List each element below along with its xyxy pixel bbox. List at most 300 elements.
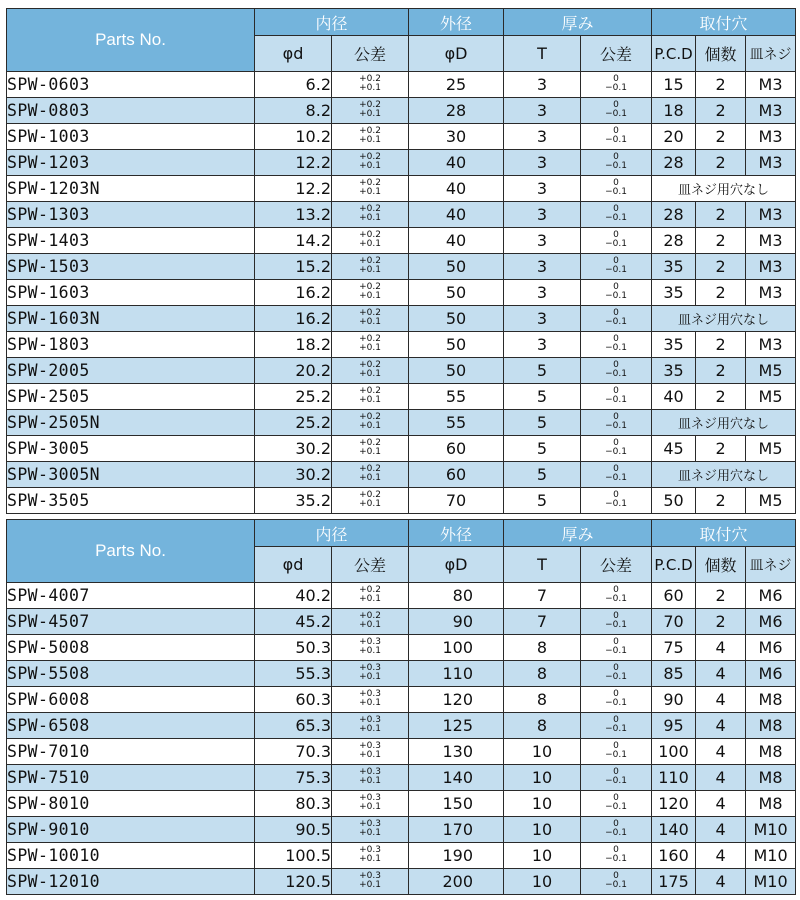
inner-tolerance [332, 609, 409, 635]
part-number: SPW-4007 [7, 583, 255, 609]
inner-tolerance-stack [359, 690, 381, 708]
inner-tolerance-lower: +0.1 [359, 265, 381, 276]
pcd-value: 28 [652, 150, 696, 176]
thickness-tolerance [581, 609, 652, 635]
inner-tolerance-lower: +0.1 [359, 854, 381, 865]
count-value: 4 [696, 739, 746, 765]
inner-tolerance-stack [359, 387, 381, 405]
inner-tolerance [332, 98, 409, 124]
pcd-value: 35 [652, 358, 696, 384]
inner-tolerance-stack [359, 846, 381, 864]
screw-value: M3 [746, 124, 796, 150]
pcd-value: 160 [652, 843, 696, 869]
count-value: 2 [696, 332, 746, 358]
thickness-tolerance [581, 358, 652, 384]
inner-tolerance-lower: +0.1 [359, 646, 381, 657]
inner-tolerance [332, 358, 409, 384]
table-row [7, 436, 796, 462]
thickness-value: 3 [504, 202, 581, 228]
thickness-tolerance-stack [605, 257, 627, 275]
part-number: SPW-4507 [7, 609, 255, 635]
thickness-tolerance-lower: −0.1 [605, 291, 627, 302]
inner-diameter-value: 120.5 [255, 869, 332, 895]
inner-diameter-group-header: 内径 [255, 520, 409, 547]
inner-diameter-value: 14.2 [255, 228, 332, 254]
inner-tolerance-lower: +0.1 [359, 447, 381, 458]
inner-diameter-value: 25.2 [255, 410, 332, 436]
thickness-tolerance [581, 661, 652, 687]
part-number: SPW-9010 [7, 817, 255, 843]
thickness-tolerance-lower: −0.1 [605, 369, 627, 380]
thickness-value: 3 [504, 254, 581, 280]
inner-tolerance-lower: +0.1 [359, 724, 381, 735]
screw-value: M3 [746, 202, 796, 228]
inner-tolerance-upper: +0.2 [359, 585, 381, 596]
outer-diameter-header: φD [409, 36, 504, 72]
pcd-value: 18 [652, 98, 696, 124]
thickness-tolerance-lower: −0.1 [605, 265, 627, 276]
count-value: 2 [696, 488, 746, 514]
table-row [7, 609, 796, 635]
inner-tolerance [332, 306, 409, 332]
thickness-tolerance-lower: −0.1 [605, 750, 627, 761]
inner-tolerance-lower: +0.1 [359, 802, 381, 813]
thickness-tolerance-lower: −0.1 [605, 109, 627, 120]
thickness-value: 5 [504, 462, 581, 488]
pcd-value: 175 [652, 869, 696, 895]
table-row [7, 176, 796, 202]
inner-tolerance-stack [359, 820, 381, 838]
thickness-tolerance-upper: 0 [613, 360, 619, 371]
inner-diameter-value: 90.5 [255, 817, 332, 843]
thickness-tolerance-lower: −0.1 [605, 646, 627, 657]
inner-diameter-value: 12.2 [255, 150, 332, 176]
thickness-tolerance [581, 713, 652, 739]
thickness-tolerance-lower: −0.1 [605, 187, 627, 198]
thickness-tolerance-lower: −0.1 [605, 854, 627, 865]
inner-tolerance-upper: +0.2 [359, 282, 381, 293]
thickness-value: 3 [504, 332, 581, 358]
thickness-tolerance [581, 410, 652, 436]
thickness-tolerance [581, 176, 652, 202]
thickness-tolerance-lower: −0.1 [605, 343, 627, 354]
pcd-value: 100 [652, 739, 696, 765]
part-number: SPW-1603N [7, 306, 255, 332]
thickness-group-header: 厚み [504, 520, 652, 547]
inner-diameter-value: 30.2 [255, 462, 332, 488]
pcd-value: 35 [652, 280, 696, 306]
thickness-tolerance-header: 公差 [581, 547, 652, 583]
inner-diameter-value: 18.2 [255, 332, 332, 358]
count-value: 2 [696, 384, 746, 410]
inner-tolerance-lower: +0.1 [359, 187, 381, 198]
inner-tolerance-stack [359, 664, 381, 682]
count-value: 2 [696, 358, 746, 384]
thickness-tolerance-upper: 0 [613, 767, 619, 778]
inner-diameter-header: φd [255, 36, 332, 72]
thickness-tolerance-upper: 0 [613, 386, 619, 397]
thickness-tolerance-lower: −0.1 [605, 213, 627, 224]
count-value: 2 [696, 583, 746, 609]
outer-diameter-value: 28 [409, 98, 504, 124]
outer-diameter-value: 40 [409, 176, 504, 202]
thickness-tolerance [581, 635, 652, 661]
pcd-value: 35 [652, 254, 696, 280]
thickness-value: 8 [504, 687, 581, 713]
part-number: SPW-0803 [7, 98, 255, 124]
thickness-value: 3 [504, 228, 581, 254]
thickness-tolerance-stack [605, 846, 627, 864]
outer-diameter-value: 50 [409, 280, 504, 306]
thickness-tolerance-lower: −0.1 [605, 724, 627, 735]
outer-diameter-value: 190 [409, 843, 504, 869]
pcd-value: 60 [652, 583, 696, 609]
pcd-value: 95 [652, 713, 696, 739]
thickness-tolerance [581, 124, 652, 150]
outer-diameter-value: 40 [409, 202, 504, 228]
thickness-tolerance [581, 280, 652, 306]
screw-value: M8 [746, 791, 796, 817]
pcd-value: 85 [652, 661, 696, 687]
inner-tolerance [332, 124, 409, 150]
inner-tolerance-lower: +0.1 [359, 421, 381, 432]
part-number: SPW-6508 [7, 713, 255, 739]
thickness-value: 7 [504, 609, 581, 635]
table-row [7, 843, 796, 869]
thickness-tolerance-upper: 0 [613, 256, 619, 267]
inner-diameter-value: 40.2 [255, 583, 332, 609]
thickness-tolerance-stack [605, 612, 627, 630]
inner-tolerance-lower: +0.1 [359, 239, 381, 250]
screw-value: M6 [746, 583, 796, 609]
outer-diameter-value: 70 [409, 488, 504, 514]
inner-tolerance-stack [359, 205, 381, 223]
inner-tolerance [332, 150, 409, 176]
inner-tolerance [332, 254, 409, 280]
thickness-tolerance-lower: −0.1 [605, 499, 627, 510]
inner-tolerance-stack [359, 335, 381, 353]
pcd-value: 28 [652, 228, 696, 254]
thickness-value: 5 [504, 358, 581, 384]
inner-tolerance-stack [359, 231, 381, 249]
thickness-tolerance-lower: −0.1 [605, 776, 627, 787]
screw-value: M3 [746, 150, 796, 176]
parts-no-header: Parts No. [7, 9, 255, 72]
thickness-tolerance-stack [605, 309, 627, 327]
thickness-tolerance-stack [605, 794, 627, 812]
inner-diameter-group-header: 内径 [255, 9, 409, 36]
pcd-value: 90 [652, 687, 696, 713]
inner-tolerance-upper: +0.2 [359, 230, 381, 241]
count-value: 2 [696, 72, 746, 98]
inner-diameter-value: 60.3 [255, 687, 332, 713]
inner-tolerance-stack [359, 491, 381, 509]
table-row [7, 72, 796, 98]
thickness-tolerance-upper: 0 [613, 152, 619, 163]
table-row [7, 713, 796, 739]
inner-tolerance-header: 公差 [332, 36, 409, 72]
thickness-tolerance-header: 公差 [581, 36, 652, 72]
inner-diameter-header: φd [255, 547, 332, 583]
inner-tolerance [332, 332, 409, 358]
pcd-value: 20 [652, 124, 696, 150]
inner-tolerance-lower: +0.1 [359, 594, 381, 605]
thickness-tolerance-stack [605, 153, 627, 171]
outer-diameter-value: 40 [409, 228, 504, 254]
inner-tolerance [332, 72, 409, 98]
inner-tolerance-stack [359, 257, 381, 275]
thickness-tolerance [581, 72, 652, 98]
inner-tolerance-stack [359, 716, 381, 734]
pcd-value: 45 [652, 436, 696, 462]
screw-value: M3 [746, 98, 796, 124]
table-row [7, 124, 796, 150]
inner-tolerance [332, 176, 409, 202]
table-row [7, 150, 796, 176]
inner-diameter-value: 100.5 [255, 843, 332, 869]
screw-value: M10 [746, 843, 796, 869]
inner-tolerance-upper: +0.3 [359, 637, 381, 648]
thickness-tolerance [581, 254, 652, 280]
outer-diameter-value: 50 [409, 332, 504, 358]
count-value: 4 [696, 869, 746, 895]
mounting-hole-group-header: 取付穴 [652, 520, 796, 547]
pcd-value: 110 [652, 765, 696, 791]
outer-diameter-value: 60 [409, 436, 504, 462]
inner-tolerance-lower: +0.1 [359, 369, 381, 380]
screw-value: M8 [746, 765, 796, 791]
count-value: 4 [696, 817, 746, 843]
table-row [7, 488, 796, 514]
thickness-tolerance-lower: −0.1 [605, 698, 627, 709]
screw-value: M10 [746, 869, 796, 895]
thickness-tolerance-upper: 0 [613, 334, 619, 345]
count-value: 4 [696, 713, 746, 739]
inner-tolerance-stack [359, 638, 381, 656]
no-screw-hole-note: 皿ネジ用穴なし [652, 410, 796, 436]
count-value: 4 [696, 661, 746, 687]
thickness-tolerance-lower: −0.1 [605, 594, 627, 605]
thickness-tolerance-stack [605, 101, 627, 119]
thickness-tolerance-stack [605, 820, 627, 838]
count-value: 2 [696, 436, 746, 462]
screw-value: M6 [746, 661, 796, 687]
inner-tolerance [332, 228, 409, 254]
table-row [7, 661, 796, 687]
inner-tolerance-stack [359, 465, 381, 483]
inner-tolerance [332, 436, 409, 462]
inner-tolerance-upper: +0.3 [359, 845, 381, 856]
inner-tolerance-stack [359, 309, 381, 327]
thickness-tolerance-stack [605, 586, 627, 604]
inner-diameter-value: 6.2 [255, 72, 332, 98]
inner-tolerance [332, 583, 409, 609]
thickness-tolerance-lower: −0.1 [605, 620, 627, 631]
count-value: 2 [696, 202, 746, 228]
thickness-tolerance-upper: 0 [613, 308, 619, 319]
inner-tolerance-lower: +0.1 [359, 499, 381, 510]
part-number: SPW-1203N [7, 176, 255, 202]
count-value: 4 [696, 843, 746, 869]
table-row [7, 687, 796, 713]
inner-tolerance-stack [359, 768, 381, 786]
screw-value: M3 [746, 280, 796, 306]
inner-tolerance-upper: +0.2 [359, 152, 381, 163]
part-number: SPW-12010 [7, 869, 255, 895]
inner-tolerance-lower: +0.1 [359, 395, 381, 406]
thickness-tolerance-lower: −0.1 [605, 447, 627, 458]
inner-tolerance [332, 843, 409, 869]
pcd-value: 50 [652, 488, 696, 514]
thickness-tolerance-stack [605, 742, 627, 760]
outer-diameter-value: 110 [409, 661, 504, 687]
thickness-tolerance [581, 462, 652, 488]
thickness-tolerance [581, 98, 652, 124]
no-screw-hole-note: 皿ネジ用穴なし [652, 462, 796, 488]
inner-tolerance-upper: +0.3 [359, 819, 381, 830]
outer-diameter-value: 125 [409, 713, 504, 739]
part-number: SPW-3505 [7, 488, 255, 514]
outer-diameter-value: 55 [409, 410, 504, 436]
thickness-tolerance-upper: 0 [613, 126, 619, 137]
outer-diameter-value: 50 [409, 306, 504, 332]
inner-tolerance-upper: +0.3 [359, 689, 381, 700]
thickness-value: 3 [504, 124, 581, 150]
part-number: SPW-1403 [7, 228, 255, 254]
inner-tolerance-stack [359, 586, 381, 604]
part-number: SPW-2505 [7, 384, 255, 410]
thickness-tolerance-upper: 0 [613, 637, 619, 648]
thickness-tolerance [581, 228, 652, 254]
part-number: SPW-8010 [7, 791, 255, 817]
count-header: 個数 [696, 36, 746, 72]
thickness-tolerance-lower: −0.1 [605, 802, 627, 813]
thickness-tolerance-upper: 0 [613, 438, 619, 449]
table-row [7, 306, 796, 332]
spec-table-small [6, 8, 796, 514]
inner-diameter-value: 16.2 [255, 306, 332, 332]
thickness-value: 5 [504, 488, 581, 514]
inner-tolerance-lower: +0.1 [359, 83, 381, 94]
thickness-value: 3 [504, 280, 581, 306]
thickness-tolerance-upper: 0 [613, 689, 619, 700]
inner-tolerance-upper: +0.3 [359, 715, 381, 726]
thickness-tolerance-upper: 0 [613, 464, 619, 475]
count-value: 2 [696, 254, 746, 280]
thickness-tolerance [581, 583, 652, 609]
count-value: 2 [696, 228, 746, 254]
thickness-tolerance-upper: 0 [613, 741, 619, 752]
inner-tolerance-lower: +0.1 [359, 776, 381, 787]
count-value: 2 [696, 98, 746, 124]
inner-tolerance-lower: +0.1 [359, 672, 381, 683]
inner-tolerance-stack [359, 361, 381, 379]
part-number: SPW-1603 [7, 280, 255, 306]
thickness-tolerance-upper: 0 [613, 611, 619, 622]
part-number: SPW-1503 [7, 254, 255, 280]
thickness-tolerance-stack [605, 387, 627, 405]
table-row [7, 410, 796, 436]
inner-diameter-value: 15.2 [255, 254, 332, 280]
inner-tolerance-upper: +0.2 [359, 464, 381, 475]
inner-tolerance-lower: +0.1 [359, 828, 381, 839]
inner-tolerance-upper: +0.2 [359, 204, 381, 215]
part-number: SPW-1003 [7, 124, 255, 150]
thickness-tolerance [581, 817, 652, 843]
thickness-tolerance-upper: 0 [613, 793, 619, 804]
outer-diameter-value: 60 [409, 462, 504, 488]
inner-tolerance-upper: +0.2 [359, 74, 381, 85]
screw-value: M8 [746, 713, 796, 739]
no-screw-hole-note: 皿ネジ用穴なし [652, 306, 796, 332]
inner-tolerance [332, 687, 409, 713]
parts-no-header: Parts No. [7, 520, 255, 583]
inner-diameter-value: 50.3 [255, 635, 332, 661]
thickness-value: 3 [504, 72, 581, 98]
inner-tolerance-upper: +0.2 [359, 178, 381, 189]
inner-tolerance-upper: +0.2 [359, 438, 381, 449]
thickness-tolerance-upper: 0 [613, 74, 619, 85]
inner-tolerance-upper: +0.3 [359, 871, 381, 882]
thickness-tolerance-lower: −0.1 [605, 317, 627, 328]
count-header: 個数 [696, 547, 746, 583]
thickness-tolerance-upper: 0 [613, 230, 619, 241]
inner-tolerance [332, 202, 409, 228]
part-number: SPW-2505N [7, 410, 255, 436]
part-number: SPW-7010 [7, 739, 255, 765]
inner-tolerance-stack [359, 75, 381, 93]
inner-tolerance-stack [359, 742, 381, 760]
thickness-value: 3 [504, 98, 581, 124]
thickness-value: 8 [504, 635, 581, 661]
part-number: SPW-5008 [7, 635, 255, 661]
outer-diameter-value: 55 [409, 384, 504, 410]
inner-tolerance-upper: +0.2 [359, 126, 381, 137]
count-value: 4 [696, 765, 746, 791]
thickness-value: 3 [504, 306, 581, 332]
inner-tolerance [332, 869, 409, 895]
thickness-tolerance-stack [605, 768, 627, 786]
inner-tolerance-stack [359, 439, 381, 457]
thickness-tolerance-lower: −0.1 [605, 880, 627, 891]
table-row [7, 98, 796, 124]
inner-diameter-value: 30.2 [255, 436, 332, 462]
pcd-value: 35 [652, 332, 696, 358]
thickness-header: T [504, 36, 581, 72]
table-row [7, 358, 796, 384]
table-row [7, 254, 796, 280]
thickness-tolerance-upper: 0 [613, 663, 619, 674]
inner-tolerance-upper: +0.2 [359, 308, 381, 319]
thickness-tolerance [581, 488, 652, 514]
thickness-tolerance [581, 687, 652, 713]
inner-tolerance [332, 635, 409, 661]
thickness-tolerance-stack [605, 179, 627, 197]
thickness-tolerance [581, 306, 652, 332]
table-row [7, 869, 796, 895]
pcd-value: 15 [652, 72, 696, 98]
thickness-tolerance-lower: −0.1 [605, 395, 627, 406]
inner-tolerance-stack [359, 794, 381, 812]
spec-table-large [6, 519, 796, 895]
screw-value: M5 [746, 436, 796, 462]
outer-diameter-value: 80 [409, 583, 504, 609]
inner-tolerance-stack [359, 413, 381, 431]
inner-tolerance [332, 462, 409, 488]
thickness-tolerance-stack [605, 413, 627, 431]
part-number: SPW-3005 [7, 436, 255, 462]
inner-tolerance-lower: +0.1 [359, 291, 381, 302]
